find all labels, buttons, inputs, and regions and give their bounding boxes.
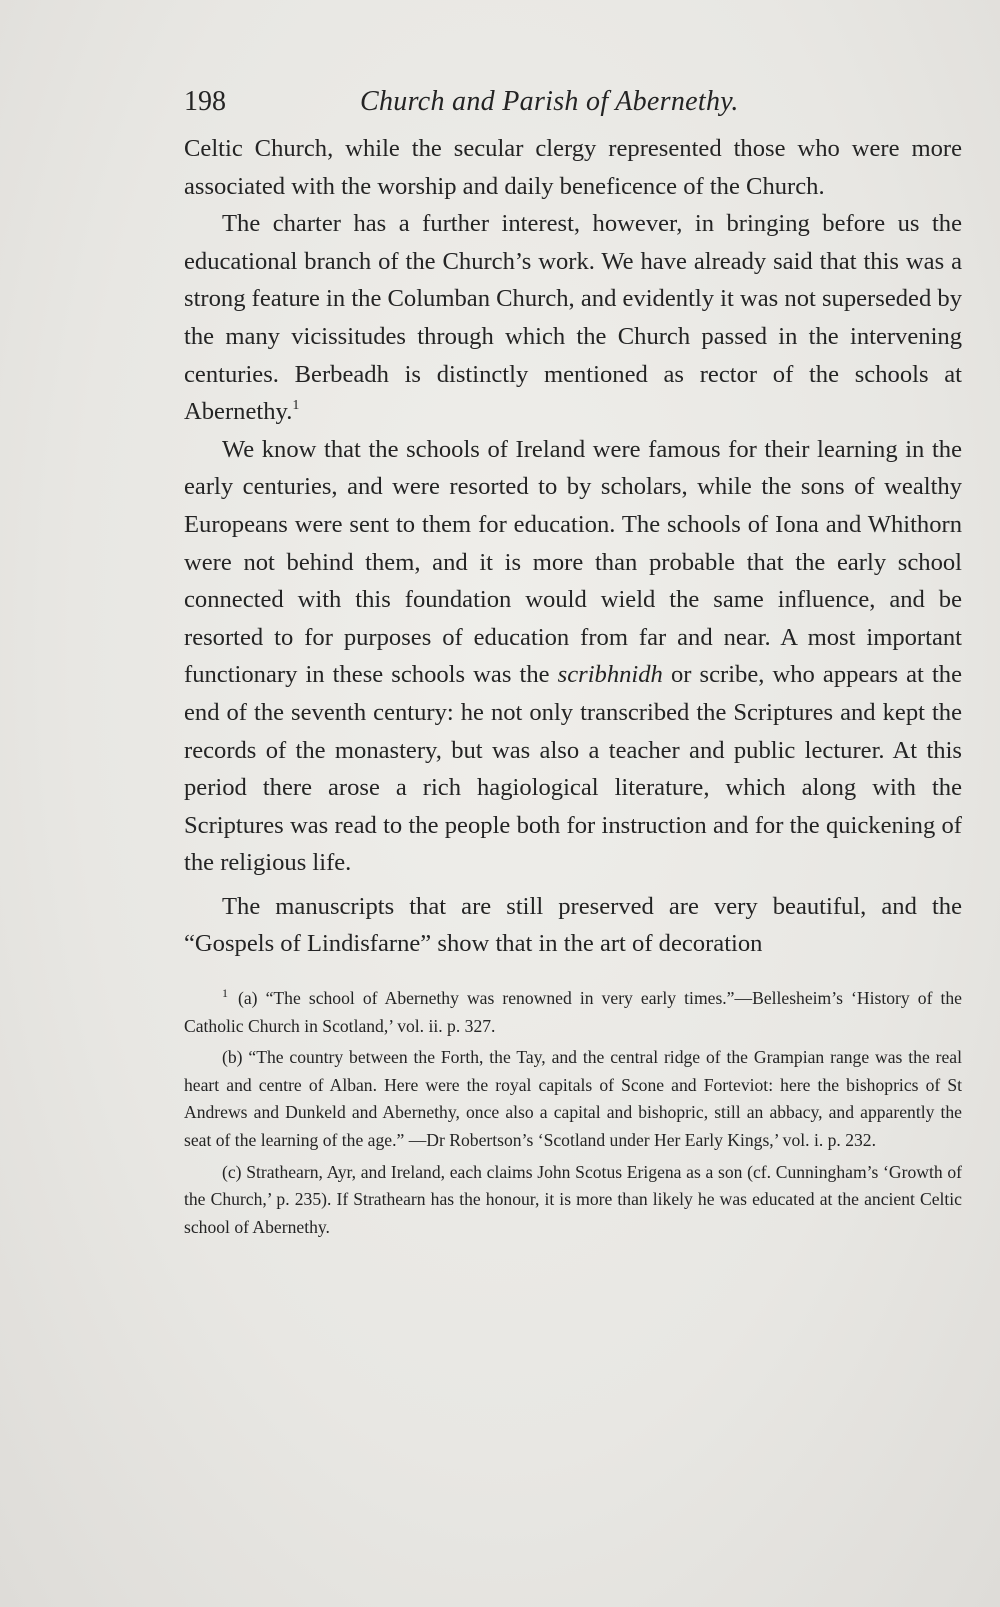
- footnotes: [184, 985, 962, 1241]
- footnote-reference: 1: [292, 398, 300, 414]
- footnote-a-text: (a) “The school of Abernethy was renowned in very early times.”—Bellesheim’s ‘History of the Catholic Church in Scotland,’ vol. ii. p. 327.: [184, 988, 962, 1036]
- paragraph-4: The manuscripts that are still preserved are very beautiful, and the “Gospels of Lindisfarne” show that in the art of decoration: [184, 892, 962, 958]
- page-content: [184, 82, 962, 1245]
- paragraph-1: Celtic Church, while the secular clergy represented those who were more associated with the worship and daily beneficence of the Church.: [184, 135, 962, 200]
- page-number: 198: [184, 86, 226, 117]
- footnote-b: (b) “The country between the Forth, the Tay, and the central ridge of the Grampian range was the real heart and centre of Alban. Here were the royal capitals of Scone and Forteviot: here the bishoprics of St Andrews and Dunkeld and Abernethy, once also a capital and bishopric, still an abbacy, and apparently the seat of the learning of the age.” —Dr Robertson’s ‘Scotland under Her Early Kings,’ vol. i. p. 232.: [184, 1047, 962, 1151]
- paragraph-2: [184, 205, 962, 431]
- running-head: [184, 82, 962, 130]
- italic-term: scribhnidh: [557, 661, 663, 689]
- paragraph-2-text: The charter has a further interest, however, in bringing before us the educational branch of the Church’s work. We have already said that this was a strong feature in the Columban Church, and evidently it was not superseded by the many vicissitudes through which the Church passed in the intervening centuries. Berbeadh is distinctly mentioned as rector of the schools at Abernethy.: [184, 210, 962, 426]
- body-text: [184, 130, 962, 963]
- paragraph-3: [184, 431, 962, 882]
- footnote-a: [184, 985, 962, 1040]
- running-title: Church and Parish of Abernethy.: [360, 86, 739, 117]
- footnote-c: (c) Strathearn, Ayr, and Ireland, each claims John Scotus Erigena as a son (cf. Cunningham’s ‘Growth of the Church,’ p. 235). If Strathearn has the honour, it is more than likely he was educated at the ancient Celtic school of Abernethy.: [184, 1161, 962, 1237]
- footnote-mark: 1: [222, 986, 228, 1001]
- paragraph-3-text-after: or scribe, who appears at the end of the seventh century: he not only transcribed the Scriptures and kept the records of the monastery, but was also a teacher and public lecturer. At this period there arose a rich hagiological literature, which along with the Scriptures was read to the people both for instruction and for the quickening of the religious life.: [184, 661, 962, 877]
- paragraph-3-text-before: We know that the schools of Ireland were famous for their learning in the early centuries, and were resorted to by scholars, while the sons of wealthy Europeans were sent to them for education. The schools of Iona and Whithorn were not behind them, and it is more than probable that the early school connected with this foundation would wield the same influence, and be resorted to for purposes of education from far and near. A most important functionary in these schools was the: [184, 435, 962, 689]
